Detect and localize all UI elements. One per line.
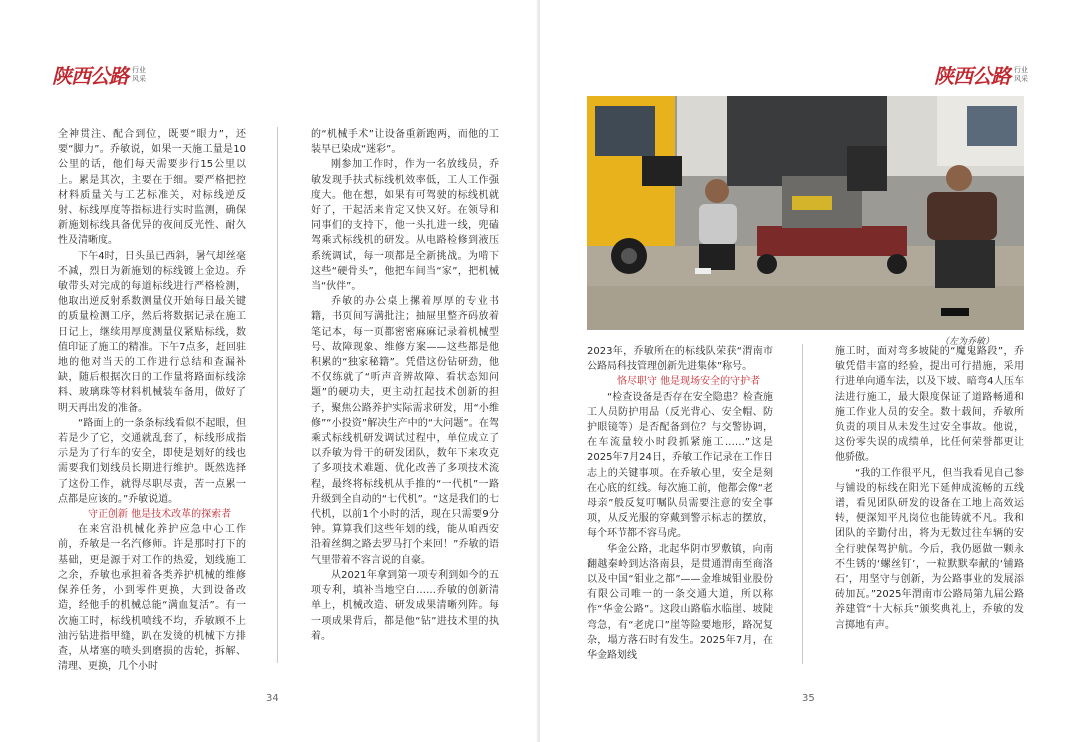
page-number-right: 35 <box>802 693 815 704</box>
left-page <box>0 0 538 742</box>
photo-illustration <box>587 96 1024 330</box>
photo-caption: （左为乔敏） <box>940 337 995 347</box>
body-paragraph: 华金公路，北起华阴市罗敷镇，向南翻越秦岭到达洛南县，是贯通渭南至商洛以及中国“钼业之都”——金堆城钼业股份有限公司唯一的一条交通大道，所以称作“华金公路”。这段山路临水临崖、坡陡弯急，有“老虎口”崖等险要地形，路况复杂，塌方落石时有发生。2025年7月，在华金路划线 <box>587 543 773 662</box>
body-paragraph: 从2021年拿到第一项专利到如今的五项专利，填补当地空白……乔敏的创新清单上，机械改造、研发成果清晰列阵。每一项成果背后，都是他“钻”进技术里的执着。 <box>311 569 499 642</box>
column-divider <box>277 127 278 663</box>
body-paragraph: 施工时，面对弯多坡陡的“魔鬼路段”，乔敏凭借丰富的经验，提出可行措施，采用行进单向通车法，以及下坡、暗弯4人压车法进行施工，最大限度保证了道路畅通和施工作业人员的安全。数十载间，乔敏所负责的项目从未发生过安全事故。他说，这份零失误的成绩单，比任何荣誉都更让他骄傲。 <box>835 346 1024 464</box>
logo-subtitle: 行业 风采 <box>1014 65 1028 83</box>
body-paragraph: “检查设备是否存在安全隐患？检查施工人员防护用品（反光背心、安全帽、防护眼镜等）是否配备到位？与交警协调，在车流量较小时段抓紧施工……”这是2025年7月24日，乔敏工作记录在工作日志上的关键事项。在乔敏心里，安全是刻在心底的红线。每次施工前，他都会像“老母亲”般反复叮嘱队员需要注意的安全事项，从反光服的穿戴到警示标志的摆放，每个环节都不容马虎。 <box>587 391 773 540</box>
body-paragraph: 的“机械手术”让设备重新跑两，而他的工装早已染成“迷彩”。 <box>311 129 499 156</box>
section-subheading: 守正创新 他是技术改革的探索者 <box>88 509 232 521</box>
body-paragraph: 在来宫沿机械化养护应急中心工作前，乔敏是一名汽修师。许是那时打下的基础，更是源于对工作的热爱，划线施工之余，乔敏也承担着各类养护机械的维修保养任务，小到零件更换，大到设备改造，经他手的机械总能“满血复活”。有一次施工时，标线机喷线不均，乔敏顾不上油污钻进指甲缝，趴在发烫的机械下方排查，从堵塞的喷头到磨损的齿轮，拆解、清理、更换，几个小时 <box>58 524 246 673</box>
right-column-2 <box>835 344 1024 633</box>
feature-photo <box>587 96 1024 330</box>
section-subheading: 恪尽职守 他是现场安全的守护者 <box>617 376 761 388</box>
body-paragraph: 2023年，乔敏所在的标线队荣获“渭南市公路局科技管理创新先进集体”称号。 <box>587 346 773 373</box>
page-number-left: 34 <box>266 693 279 704</box>
right-column-1 <box>587 344 773 663</box>
body-paragraph: 全神贯注、配合到位，既要“眼力”，还要“脚力”。乔敏说，如果一天施工量是10公里的话，他们每天需要步行15公里以上。累是其次，主要在于细。要严格把控材料质量关与工艺标准关，对标线逆反射、标线厚度等指标进行实时监测，确保新施划标线具备优异的夜间反光性、耐久性及清晰度。 <box>58 129 246 247</box>
body-paragraph: “路面上的一条条标线看似不起眼，但若是少了它，交通就乱套了，标线形成指示是为了行车的安全，即使是划好的线也需要我们划线员长期进行维护。既然选择了这份工作，就得尽职尽责，苦一点累一点都是应该的。”乔敏说道。 <box>58 417 246 505</box>
magazine-logo <box>52 60 146 89</box>
column-divider-right <box>802 344 803 664</box>
left-column-1 <box>58 127 246 674</box>
logo-mark: 陕西公路 <box>934 64 1010 88</box>
logo-mark: 陕西公路 <box>52 64 128 88</box>
logo-subtitle: 行业 风采 <box>132 65 146 83</box>
body-paragraph: 刚参加工作时，作为一名放线员，乔敏发现手扶式标线机效率低，工人工作强度大。他在想，如果有可驾驶的标线机就好了，干起活来肯定又快又好。在领导和同事们的支持下，他一头扎进一线，兜磕驾乘式标线机的研发。从电路检修到液压系统调试，每一项都是全新挑战。为啃下这些“硬骨头”，他把车间当“家”，把机械当“伙伴”。 <box>311 159 499 293</box>
magazine-logo-right <box>934 60 1028 89</box>
body-paragraph: “我的工作很平凡，但当我看见自己参与铺设的标线在阳光下延伸成流畅的五线谱，看见团队研发的设备在工地上高效运转，便深知平凡岗位也能铸就不凡。我和团队的辛勤付出，将为无数过往车辆的安全行驶保驾护航。今后，我仍愿做一颗永不生锈的‘螺丝钉’，一粒默默奉献的‘铺路石’，用坚守与创新，为公路事业的发展添砖加瓦。”2025年渭南市公路局第九届公路养建管“十大标兵”颁奖典礼上，乔敏的发言掷地有声。 <box>835 467 1024 631</box>
body-paragraph: 下午4时，日头虽已西斜，暑气却丝毫不减，烈日为新施划的标线镀上金边。乔敏带头对完成的每道标线进行严格检测，他取出逆反射系数测量仪开始每日最关键的质量检测工序，然后将数据记录在施工日记上，继续用厚度测量仪紧贴标线，数值印证了施工的精准。下午7点多，赶回驻地的他对当天的工作进行总结和查漏补缺，随后根据次日的工作量将路面标线涂料、玻璃珠等材料机械装车备用，做好了明天再出发的准备。 <box>58 250 246 414</box>
left-column-2 <box>311 127 499 644</box>
body-paragraph: 乔敏的办公桌上摞着厚厚的专业书籍，书页间写满批注；抽屉里整齐码放着笔记本，每一页都密密麻麻记录着机械型号、故障现象、维修方案——这些都是他积累的“独家秘籍”。凭借这份钻研劲，他不仅练就了“听声音辨故障、看状态知问题”的硬功夫，更主动扛起技术创新的担子，聚焦公路养护实际需求研发，用“小维修”“小投资”解决生产中的“大问题”。在驾乘式标线机研发调试过程中，单位成立了以乔敏为骨干的研发团队，数年下来攻克了多项技术难题、优化改善了多项技术流程，最终将标线机从手推的“一代机”一路升级到全自动的“七代机”。“这是我们的七代机，以前1个小时的活，现在只需要9分钟。算算我们这些年划的线，能从咱西安沿着丝绸之路去罗马打个来回！”乔敏的语气里带着不容言说的自豪。 <box>311 296 499 566</box>
